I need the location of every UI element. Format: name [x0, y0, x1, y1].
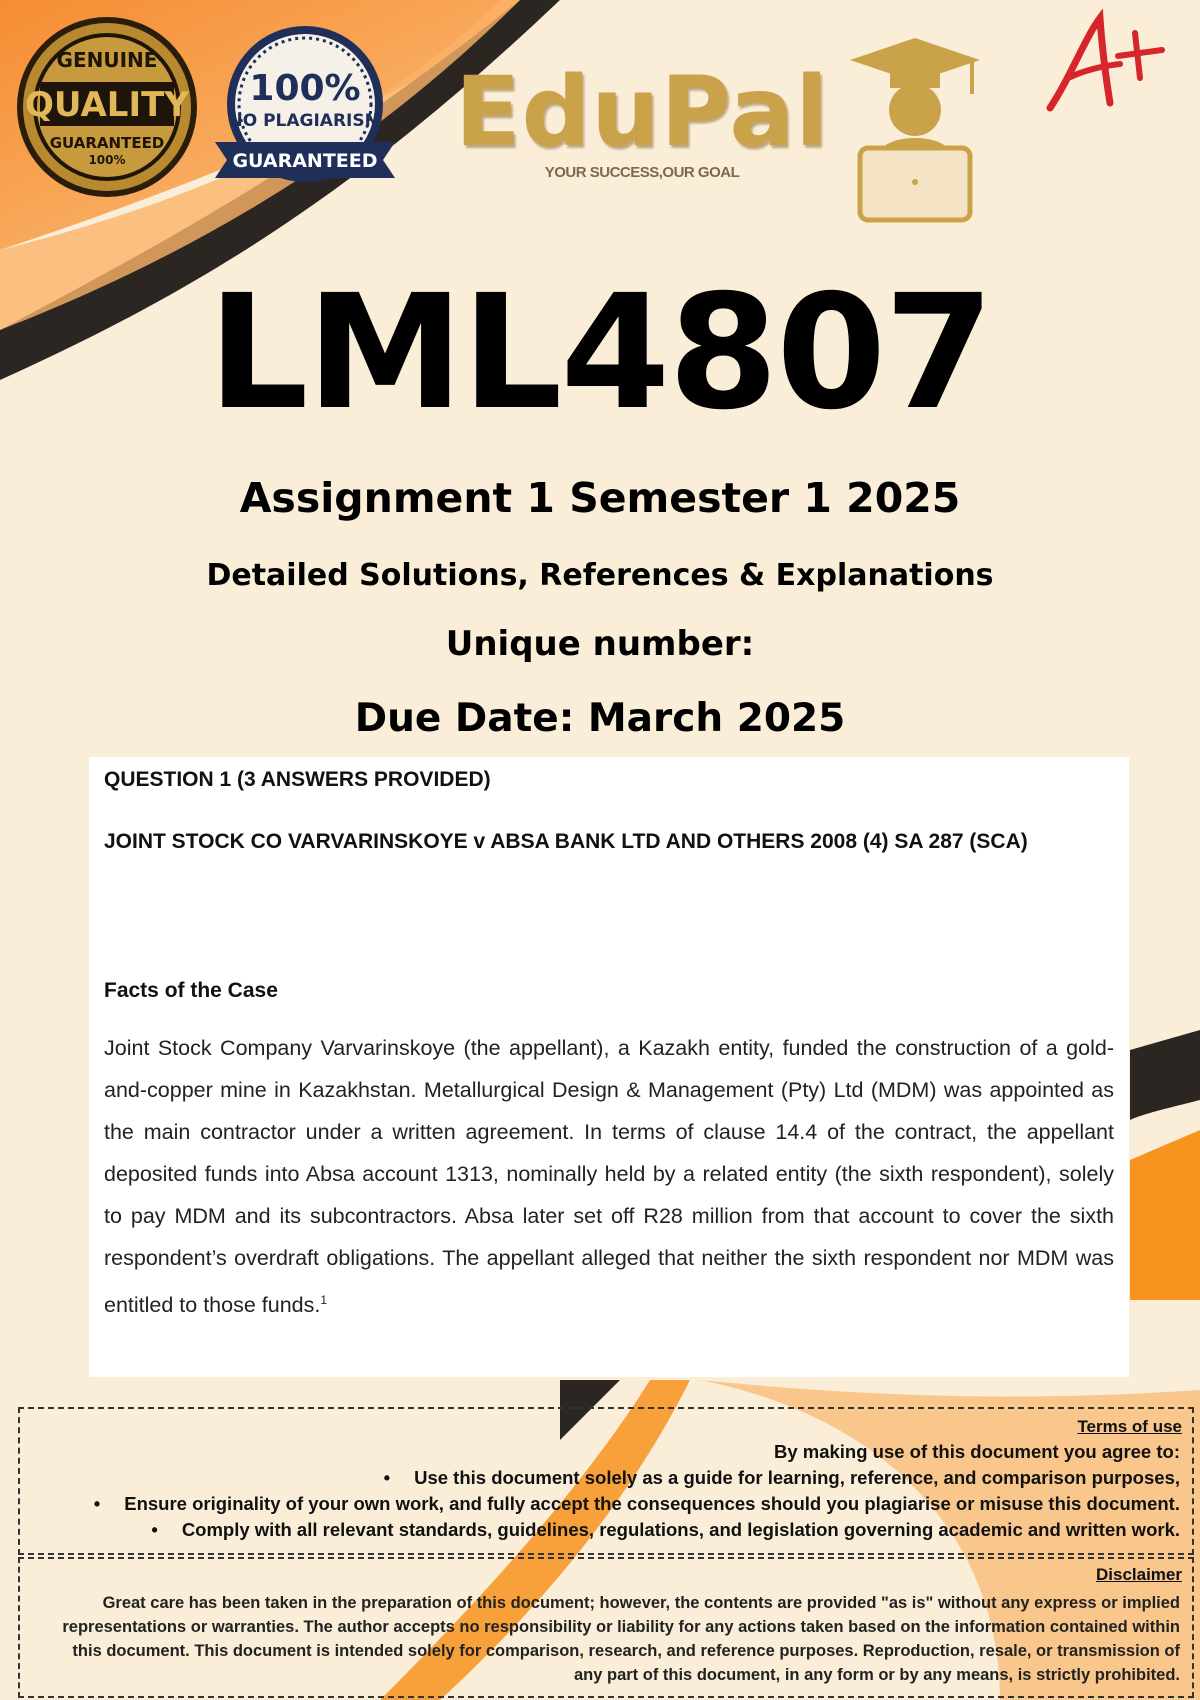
- svg-text:GUARANTEED: GUARANTEED: [49, 134, 165, 152]
- svg-text:GENUINE: GENUINE: [56, 48, 158, 72]
- svg-text:100%: 100%: [88, 153, 126, 167]
- content-panel: [89, 757, 1129, 1377]
- terms-intro: By making use of this document you agree to:: [773, 1441, 1180, 1462]
- case-title: JOINT STOCK CO VARVARINSKOYE v ABSA BANK LTD AND OTHERS 2008 (4) SA 287 (SCA): [104, 830, 1028, 853]
- terms-bullet: • Comply with all relevant standards, guidelines, regulations, and legislation governing academic and written work.: [151, 1519, 1180, 1541]
- terms-bullet: • Use this document solely as a guide for learning, reference, and comparison purposes,: [384, 1467, 1180, 1489]
- course-code: LML4807: [207, 261, 993, 445]
- facts-heading: Facts of the Case: [104, 979, 278, 1002]
- due-date: Due Date: March 2025: [354, 696, 846, 741]
- svg-text:NO PLAGIARISM: NO PLAGIARISM: [228, 111, 382, 131]
- terms-title: Terms of use: [1077, 1417, 1182, 1436]
- question-heading: QUESTION 1 (3 ANSWERS PROVIDED): [104, 768, 491, 791]
- no-plagiarism-badge: [205, 22, 405, 202]
- genuine-quality-seal: [12, 12, 202, 202]
- disclaimer-text: Great care has been taken in the preparation of this document; however, the contents are provided "as is" without any express or implied representations or warranties. The author accepts no responsibility or liability for any actions taken based on the information contained within this document. This document is intended solely for comparison, research, and reference purposes. Reproduction, resale, or transmission of any part of this document, in any form or by any means, is strictly prohibited.: [62, 1594, 1180, 1684]
- svg-text:GUARANTEED: GUARANTEED: [232, 150, 378, 172]
- a-plus-icon: [1040, 8, 1180, 118]
- footnote-reference[interactable]: 1: [320, 1293, 328, 1307]
- disclaimer-title: Disclaimer: [1096, 1565, 1182, 1584]
- terms-of-use-box: [18, 1407, 1194, 1555]
- svg-text:100%: 100%: [249, 68, 361, 109]
- graduate-laptop-icon: [840, 28, 990, 228]
- brand-tagline: YOUR SUCCESS,OUR GOAL: [544, 164, 740, 181]
- edupal-logo: [452, 56, 832, 181]
- brand-name: EduPal: [454, 56, 830, 168]
- facts-paragraph: [104, 1027, 1114, 1326]
- svg-text:QUALITY: QUALITY: [25, 85, 189, 125]
- terms-bullet: • Ensure originality of your own work, and fully accept the consequences should you plagiarise or misuse this document.: [94, 1493, 1180, 1515]
- facts-text: Joint Stock Company Varvarinskoye (the appellant), a Kazakh entity, funded the construction of a gold-and-copper mine in Kazakhstan. Metallurgical Design & Management (Pty) Ltd (MDM) was appointed as the main contractor under a written agreement. In terms of clause 14.4 of the contract, the appellant deposited funds into Absa account 1313, nominally held by a related entity (the sixth respondent), solely to pay MDM and its subcontractors. Absa later set off R28 million from that account to cover the sixth respondent’s overdraft obligations. The appellant alleged that neither the sixth respondent nor MDM was entitled to those funds.: [104, 1036, 1114, 1318]
- disclaimer-box: [18, 1557, 1194, 1698]
- assignment-title: Assignment 1 Semester 1 2025: [239, 474, 961, 522]
- subtitle: Detailed Solutions, References & Explanations: [206, 558, 994, 593]
- unique-number-label: Unique number:: [445, 624, 755, 664]
